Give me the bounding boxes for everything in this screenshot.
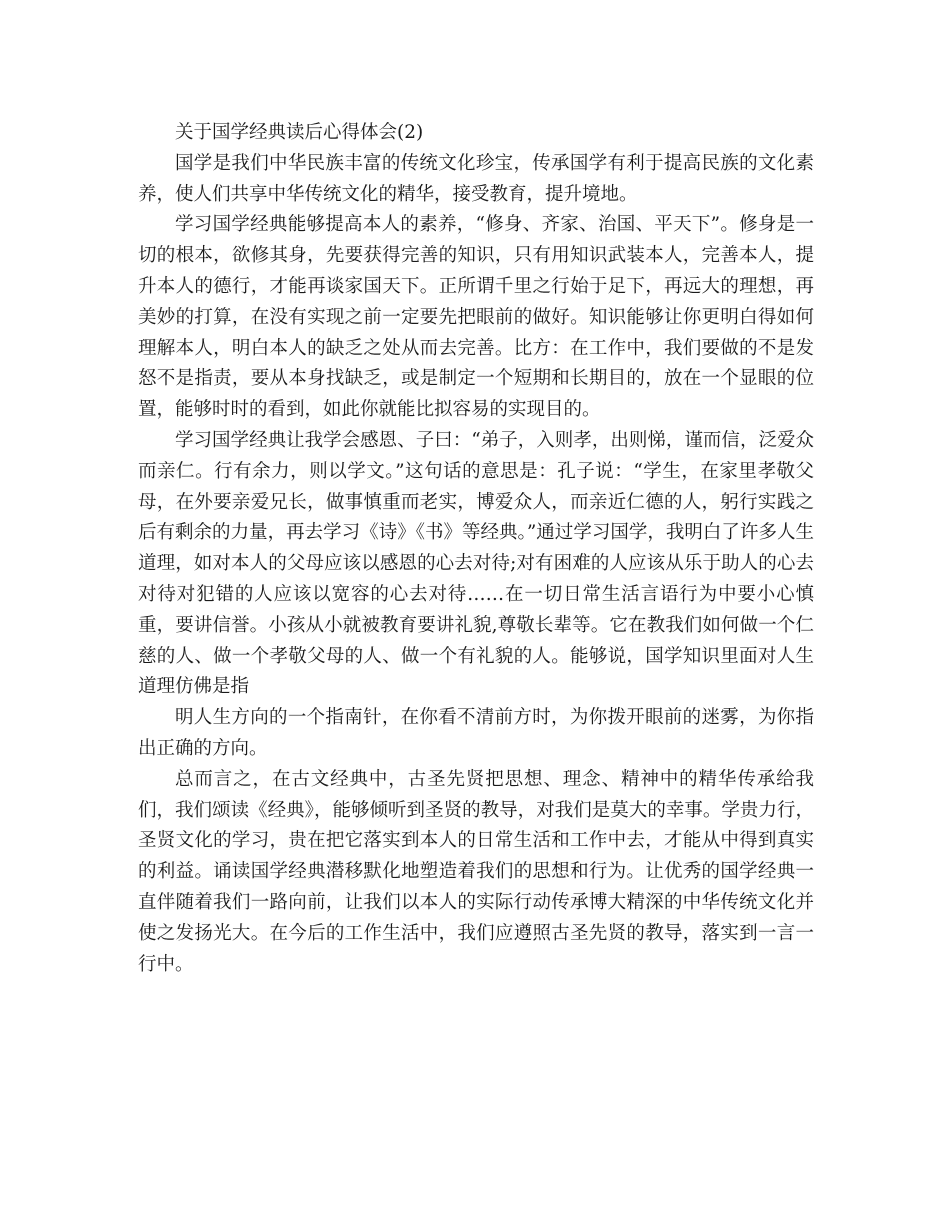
paragraph-3: 学习国学经典让我学会感恩、子曰：“弟子，入则孝，出则悌，谨而信，泛爱众而亲仁。行有余力，则以学文。”这句话的意思是：孔子说：“学生，在家里孝敬父母，在外要亲爱兄长，做事慎重而老实，博爱众人，而亲近仁德的人，躬行实践之后有剩余的力量，再去学习《诗》《书》等经典。”通过学习国学，我明白了许多人生道理，如对本人的父母应该以感恩的心去对待;对有困难的人应该从乐于助人的心去对待对犯错的人应该以宽容的心去对待……在一切日常生活言语行为中要小心慎重，要讲信誉。小孩从小就被教育要讲礼貌,尊敬长辈等。它在教我们如何做一个仁慈的人、做一个孝敬父母的人、做一个有礼貌的人。能够说，国学知识里面对人生道理仿佛是指: [138, 429, 814, 698]
paragraph-4: 明人生方向的一个指南针，在你看不清前方时，为你拨开眼前的迷雾，为你指出正确的方向。: [138, 707, 814, 759]
document-title: 关于国学经典读后心得体会(2): [175, 122, 424, 143]
paragraph-2: 学习国学经典能够提高本人的素养，“修身、齐家、治国、平天下”。修身是一切的根本，欲修其身，先要获得完善的知识，只有用知识武装本人，完善本人，提升本人的德行，才能再谈家国天下。正所谓千里之行始于足下，再远大的理想，再美妙的打算，在没有实现之前一定要先把眼前的做好。知识能够让你更明白得如何理解本人，明白本人的缺乏之处从而去完善。比方：在工作中，我们要做的不是发怒不是指责，要从本身找缺乏，或是制定一个短期和长期目的，放在一个显眼的位置，能够时时的看到，如此你就能比拟容易的实现目的。: [138, 214, 814, 421]
paragraph-1: 国学是我们中华民族丰富的传统文化珍宝，传承国学有利于提高民族的文化素养，使人们共享中华传统文化的精华，接受教育，提升境地。: [138, 152, 814, 205]
document-body: [138, 118, 814, 980]
paragraph-5: 总而言之，在古文经典中，古圣先贤把思想、理念、精神中的精华传承给我们，我们颂读《经典》，能够倾听到圣贤的教导，对我们是莫大的幸事。学贵力行，圣贤文化的学习，贵在把它落实到本人的日常生活和工作中去，才能从中得到真实的利益。诵读国学经典潜移默化地塑造着我们的思想和行为。让优秀的国学经典一直伴随着我们一路向前，让我们以本人的实际行动传承博大精深的中华传统文化并使之发扬光大。在今后的工作生活中，我们应遵照古圣先贤的教导，落实到一言一行中。: [138, 768, 814, 975]
